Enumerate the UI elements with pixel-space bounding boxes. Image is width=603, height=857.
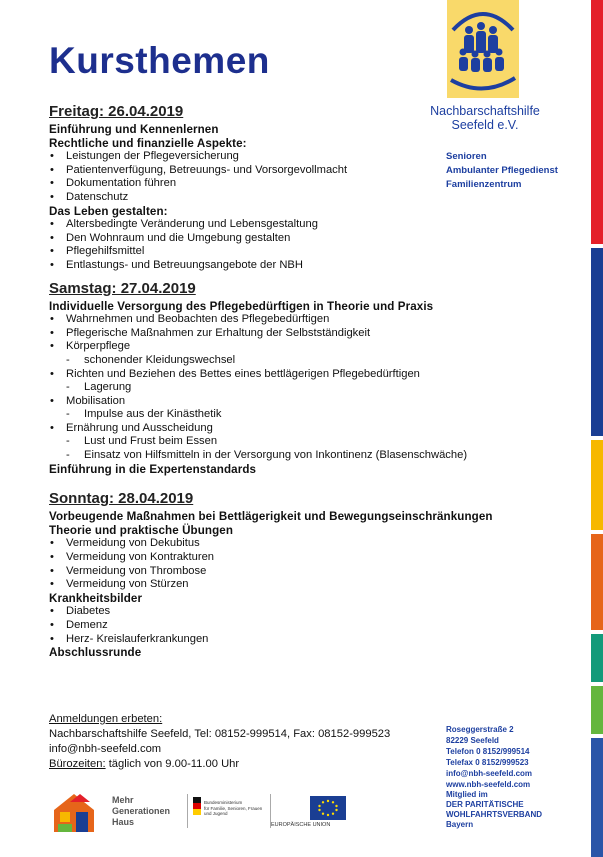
organization-name-line2: Seefeld e.V.	[451, 118, 519, 132]
color-segment	[591, 248, 603, 436]
color-segment	[591, 0, 603, 244]
organization-name-line1: Nachbarschaftshilfe	[430, 104, 540, 118]
list-item: • Mobilisation	[49, 395, 589, 409]
contact-info	[49, 712, 390, 772]
address-line: info@nbh-seefeld.com	[446, 769, 533, 778]
divider	[187, 794, 188, 828]
mehrgenerationenhaus-logo-icon	[50, 790, 108, 834]
section-heading: Abschlussrunde	[49, 646, 142, 660]
address-line: Telefax 0 8152/999523	[446, 758, 529, 767]
section-heading: Einführung in die Expertenstandards	[49, 462, 257, 476]
section-heading: Einführung und Kennenlernen	[49, 123, 219, 136]
list-item: • Pflegerische Maßnahmen zur Erhaltung der Selbstständigkeit	[49, 327, 589, 341]
topic-list	[49, 150, 589, 204]
list-item: • Vermeidung von Stürzen	[49, 578, 589, 592]
color-segment	[591, 534, 603, 630]
section-heading: Vorbeugende Maßnahmen bei Bettlägerigkeit und Bewegungseinschränkungen	[49, 510, 493, 524]
ministry-line: und Jugend	[204, 811, 228, 816]
list-item: • Vermeidung von Thrombose	[49, 565, 589, 579]
service-item: Senioren	[446, 151, 487, 162]
sub-list-item-label: schonender Kleidungswechsel	[84, 353, 236, 366]
mgh-line: Mehr	[112, 795, 134, 805]
course-content	[49, 103, 589, 660]
ministry-line: für Familie, Senioren, Frauen	[204, 805, 263, 811]
address-block	[446, 724, 532, 790]
eu-text: EUROPÄISCHE UNION	[271, 822, 331, 828]
color-segment	[591, 686, 603, 734]
section-heading: Krankheitsbilder	[49, 591, 143, 605]
service-item: Familienzentrum	[446, 179, 522, 190]
day-heading: Samstag: 27.04.2019	[49, 279, 196, 297]
list-item: • Dokumentation führen	[49, 177, 589, 191]
topic-list	[49, 537, 589, 591]
section-heading: Theorie und praktische Übungen	[49, 523, 234, 537]
page-title: Kursthemen	[49, 40, 270, 81]
sub-list-item-label: Impulse aus der Kinästhetik	[84, 408, 222, 421]
list-item: • Richten und Beziehen des Bettes eines bettlägerigen Pflegebedürftigen	[49, 368, 589, 382]
address-line: 82229 Seefeld	[446, 736, 499, 745]
topic-list	[49, 605, 589, 646]
address-line: www.nbh-seefeld.com	[446, 780, 531, 789]
sub-list-item-label: Lust und Frust beim Essen	[84, 435, 218, 448]
membership-line: Bayern	[446, 820, 474, 829]
membership-line: DER PARITÄTISCHE	[446, 800, 524, 809]
sub-list-item: - Einsatz von Hilfsmitteln in der Versorgung von Inkontinenz (Blasenschwäche)	[66, 449, 468, 462]
list-item: • Leistungen der Pflegeversicherung	[49, 150, 589, 164]
sub-list-item-label: Einsatz von Hilfsmitteln in der Versorgung von Inkontinenz (Blasenschwäche)	[84, 449, 468, 462]
list-item: • Patientenverfügung, Betreuungs- und Vorsorgevollmacht	[49, 164, 589, 178]
signup-label: Anmeldungen erbeten:	[49, 713, 163, 725]
color-segment	[591, 634, 603, 682]
eu-flag-icon	[310, 796, 346, 820]
list-item: • Körperpflege	[49, 340, 589, 354]
list-item: • Datenschutz	[49, 191, 589, 205]
day-heading: Sonntag: 28.04.2019	[49, 490, 194, 508]
contact-line: Nachbarschaftshilfe Seefeld, Tel: 08152-999514, Fax: 08152-999523	[49, 728, 391, 740]
list-item: • Herz- Kreislauferkrankungen	[49, 633, 589, 647]
sub-list-item: - schonender Kleidungswechsel	[66, 353, 236, 366]
list-item: • Demenz	[49, 619, 589, 633]
membership-line: WOHLFAHRTSVERBAND	[446, 810, 542, 819]
sub-list-item-label: Lagerung	[84, 381, 132, 394]
section-heading: Das Leben gestalten:	[49, 204, 168, 218]
color-segment	[591, 738, 603, 857]
list-item: • Diabetes	[49, 605, 589, 619]
organization-logo	[447, 0, 519, 98]
ministry-text	[204, 800, 262, 817]
office-hours-label: Bürozeiten:	[49, 758, 106, 770]
ministry-line: Bundesministerium	[204, 800, 243, 805]
list-item: • Vermeidung von Dekubitus	[49, 537, 589, 551]
list-item: • Pflegehilfsmittel	[49, 245, 589, 259]
address-line: Telefon 0 8152/999514	[446, 747, 530, 756]
topic-list	[49, 218, 589, 272]
mgh-line: Generationen	[112, 806, 171, 816]
topic-list	[49, 313, 589, 463]
mgh-line: Haus	[112, 817, 135, 827]
list-item: • Altersbedingte Veränderung und Lebensgestaltung	[49, 218, 589, 232]
mehrgenerationenhaus-text	[112, 795, 170, 828]
office-hours-value: täglich von 9.00-11.00 Uhr	[105, 758, 240, 770]
color-bar	[591, 0, 603, 857]
section-heading: Individuelle Versorgung des Pflegebedürftigen in Theorie und Praxis	[49, 299, 434, 313]
day-heading: Freitag: 26.04.2019	[49, 103, 184, 120]
service-item: Ambulanter Pflegedienst	[446, 165, 558, 176]
list-item: • Ernährung und Ausscheidung	[49, 422, 589, 436]
membership-block	[446, 790, 542, 830]
german-flag-icon	[193, 797, 201, 815]
list-item: • Vermeidung von Kontrakturen	[49, 551, 589, 565]
list-item: • Den Wohnraum und die Umgebung gestalten	[49, 232, 589, 246]
office-hours	[49, 757, 390, 772]
membership-line: Mitglied im	[446, 790, 488, 799]
list-item: • Wahrnehmen und Beobachten des Pflegebedürftigen	[49, 313, 589, 327]
sub-list-item: - Lagerung	[66, 381, 132, 394]
address-line: Roseggerstraße 2	[446, 725, 514, 734]
section-heading: Rechtliche und finanzielle Aspekte:	[49, 136, 247, 150]
sub-list-item: - Lust und Frust beim Essen	[66, 435, 218, 448]
email-text: info@nbh-seefeld.com	[49, 743, 162, 755]
list-item: • Entlastungs- und Betreuungsangebote der NBH	[49, 259, 589, 273]
color-segment	[591, 440, 603, 530]
sub-list-item: - Impulse aus der Kinästhetik	[66, 408, 222, 421]
